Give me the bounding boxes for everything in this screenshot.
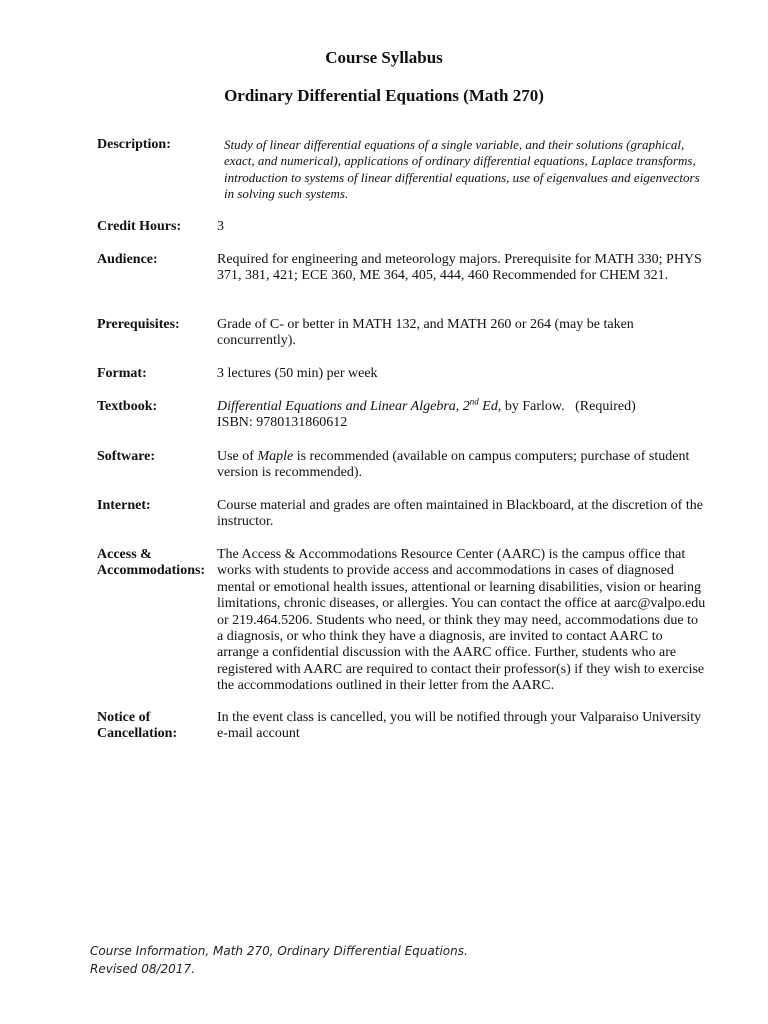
- description-label: Description:: [97, 137, 171, 152]
- software-name: Maple: [257, 449, 294, 464]
- textbook-isbn: ISBN: 9780131860612: [217, 415, 348, 431]
- textbook-title: Differential Equations and Linear Algebra, 2nd Ed: [217, 396, 498, 414]
- prerequisites-label: Prerequisites:: [97, 317, 180, 332]
- format-text: 3 lectures (50 min) per week: [217, 366, 378, 381]
- textbook-author: , by Farlow.: [497, 399, 565, 414]
- credit-hours-value: 3: [217, 219, 224, 234]
- software-text: Use of Maple is recommended (available on campus computers; purchase of student version is recommended).: [217, 449, 690, 481]
- description-text: Study of linear differential equations of a single variable, and their solutions (graphical, exact, and numerical), applications of ordinary differential equations, Laplace transforms, introduction to systems of linear differential equations, use of eigenvalues and eigenvectors in solving such systems.: [224, 137, 700, 202]
- textbook-text: [217, 396, 707, 432]
- page-title: Course Syllabus: [325, 48, 443, 67]
- software-label: Software:: [97, 449, 156, 464]
- footer-line-2: Revised 08/2017.: [90, 962, 195, 976]
- cancellation-label: Notice of Cancellation:: [97, 710, 178, 742]
- internet-text: Course material and grades are often maintained in Blackboard, at the discretion of the instructor.: [217, 498, 703, 530]
- audience-label: Audience:: [97, 252, 158, 267]
- internet-label: Internet:: [97, 498, 151, 513]
- format-label: Format:: [97, 366, 147, 381]
- access-text: The Access & Accommodations Resource Center (AARC) is the campus office that works with students to provide access and accommodations in cases of diagnosed mental or emotional health issues, attentional or learning disabilities, vision or hearing limitations, chronic diseases, or allergies. You can contact the office at aarc@valpo.edu or 219.464.5206. Students who need, or think they may need, accommodations due to a diagnosis, or who think they have a diagnosis, are invited to contact AARC to arrange a confidential discussion with the AARC office. Further, students who are registered with AARC are required to contact their professor(s) if they wish to exercise the accommodations outlined in their letter from the AARC.: [217, 547, 706, 694]
- textbook-label: Textbook:: [97, 399, 158, 414]
- cancellation-text: In the event class is cancelled, you will be notified through your Valparaiso University e-mail account: [217, 710, 702, 742]
- access-label: Access & Accommodations:: [97, 547, 206, 579]
- credit-hours-label: Credit Hours:: [97, 219, 182, 234]
- prerequisites-text: Grade of C- or better in MATH 132, and MATH 260 or 264 (may be taken concurrently).: [217, 317, 634, 349]
- footer-line-1: Course Information, Math 270, Ordinary Differential Equations.: [90, 944, 468, 958]
- course-title: Ordinary Differential Equations (Math 270): [224, 86, 544, 105]
- audience-text: Required for engineering and meteorology majors. Prerequisite for MATH 330; PHYS 371, 381, 421; ECE 360, ME 364, 405, 444, 460 Recommended for CHEM 321.: [217, 252, 702, 284]
- textbook-required: (Required): [564, 399, 636, 414]
